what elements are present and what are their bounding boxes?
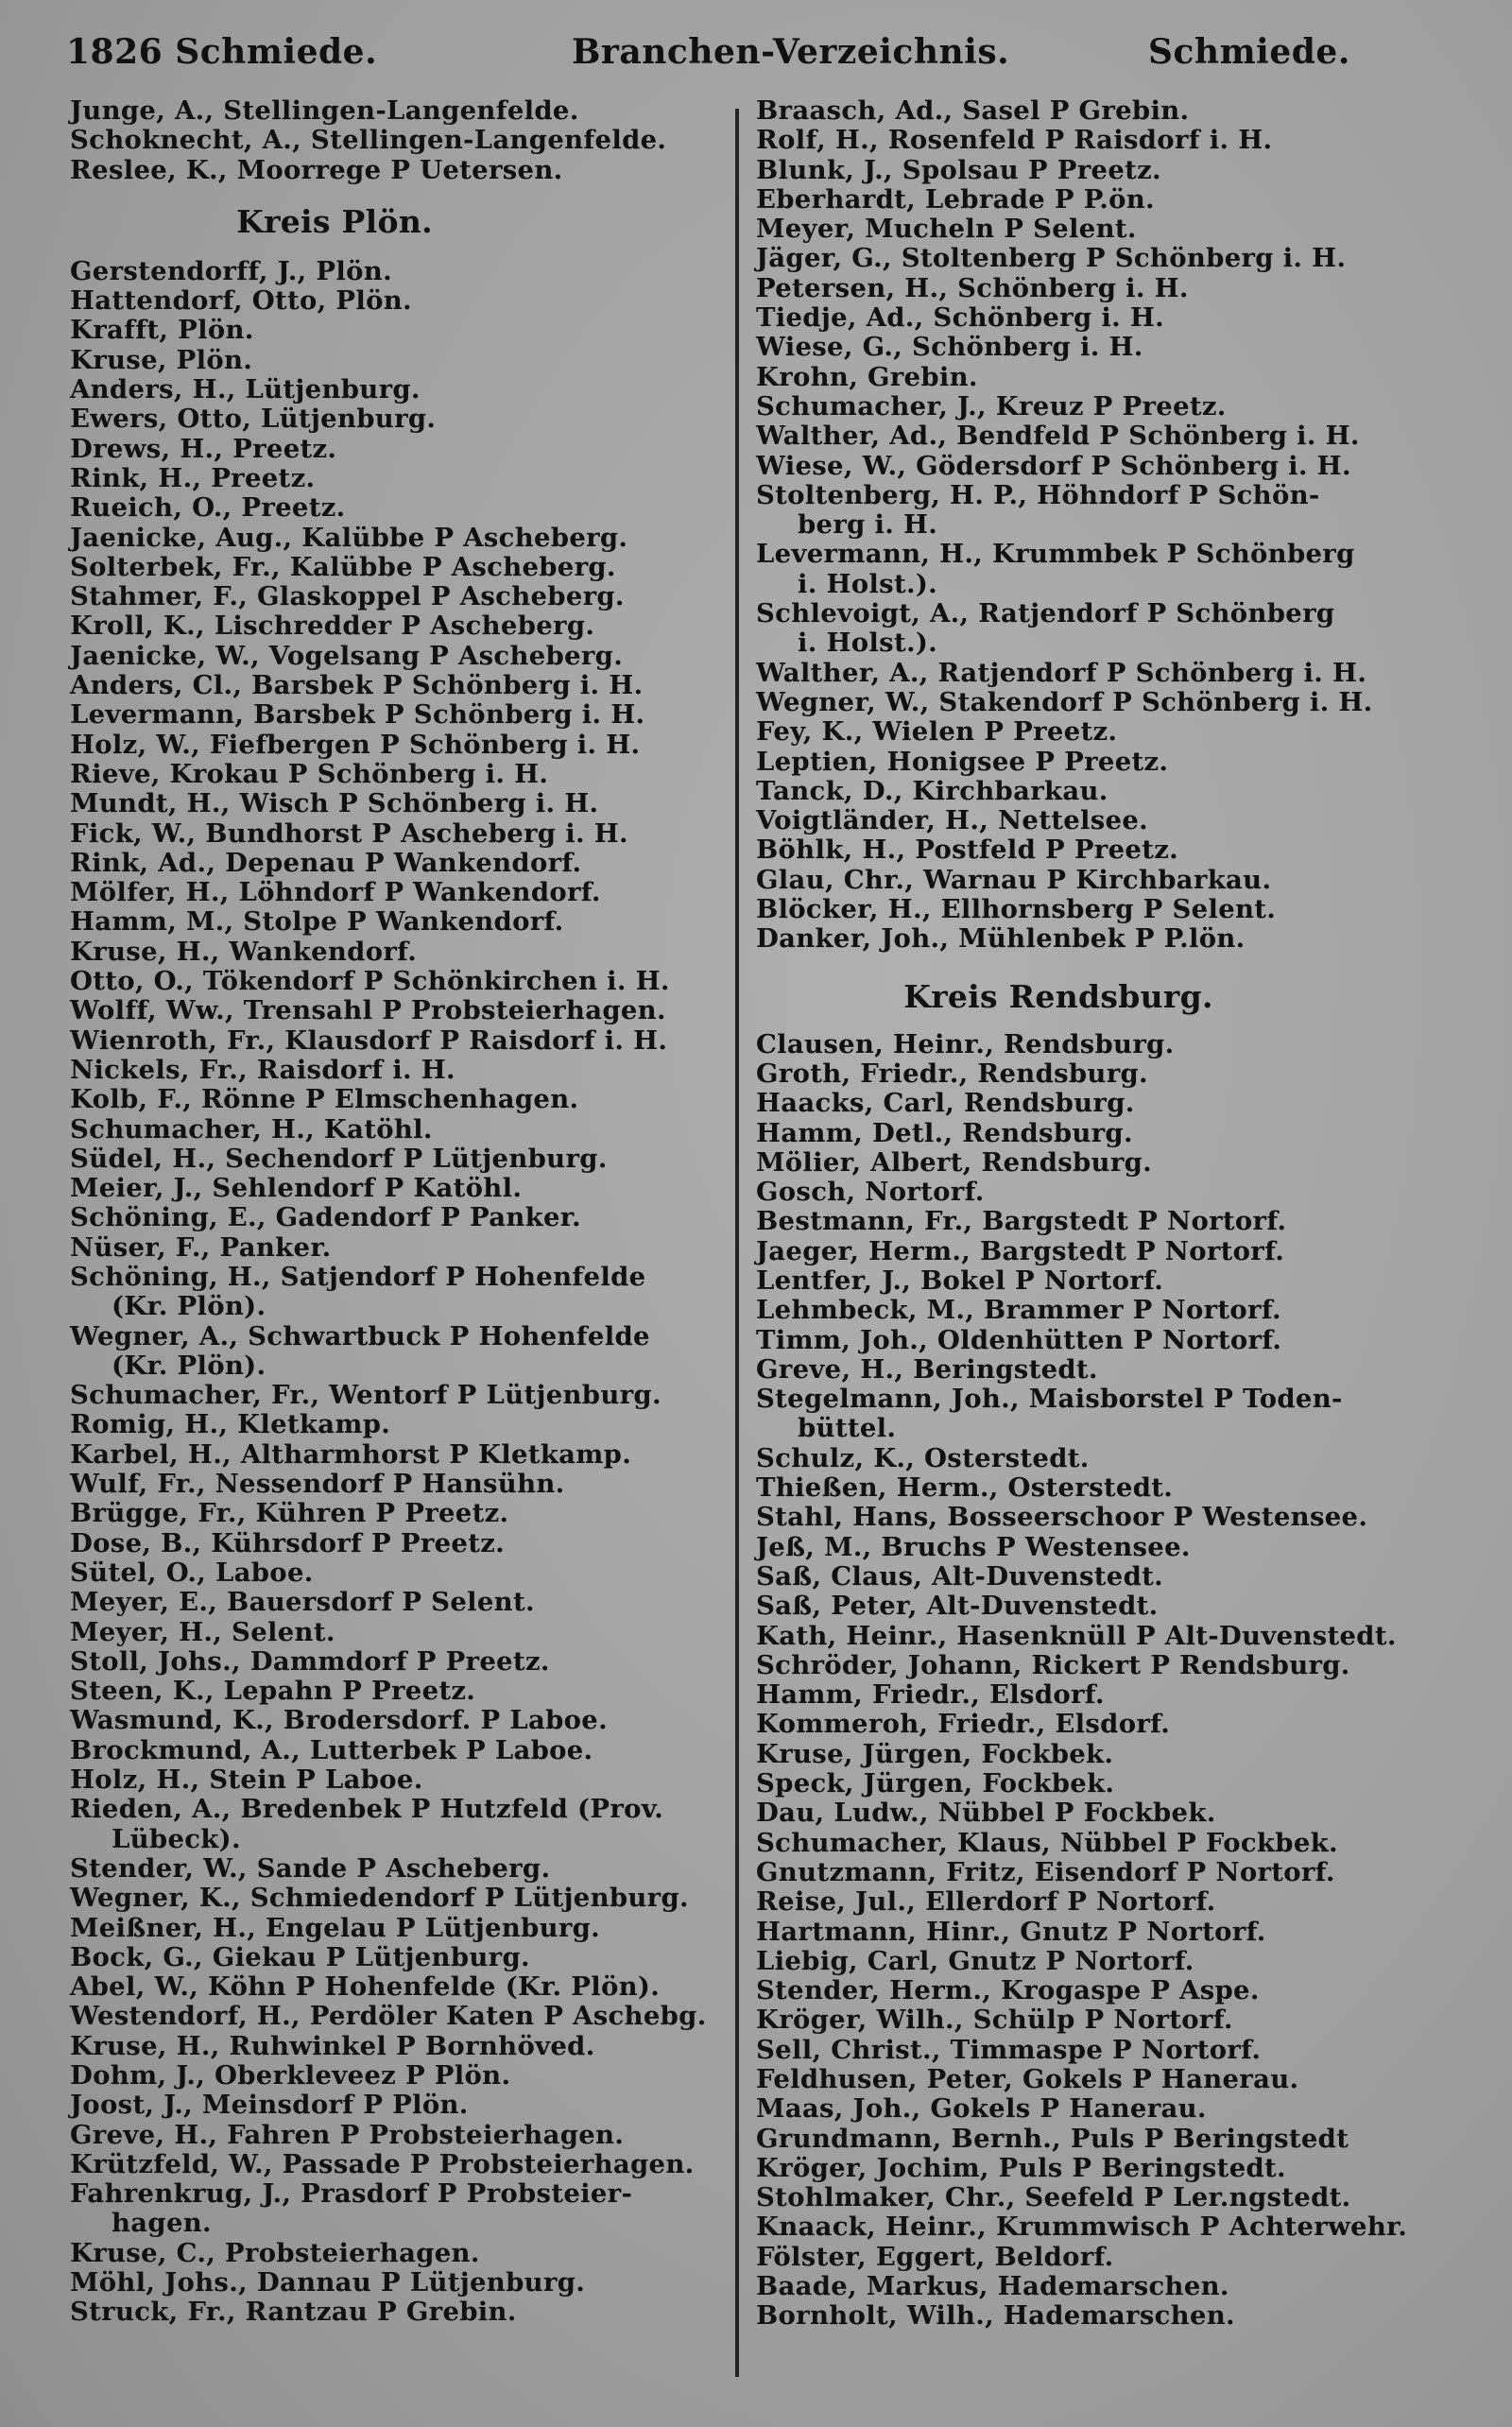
listing-entry: Schröder, Johann, Rickert P Rendsburg.: [756, 1649, 1350, 1680]
listing-entry: Romig, H., Kletkamp.: [70, 1409, 391, 1440]
listing-entry: Wiese, G., Schönberg i. H.: [756, 332, 1143, 363]
district-heading: Kreis Rendsburg.: [903, 977, 1213, 1015]
listing-entry: Sütel, O., Laboe.: [70, 1557, 314, 1588]
listing-entry: Haacks, Carl, Rendsburg.: [756, 1088, 1135, 1119]
listing-entry: Schlevoigt, A., Ratjendorf P Schönberg: [756, 598, 1335, 629]
listing-entry: Blunk, J., Spolsau P Preetz.: [756, 154, 1161, 185]
listing-entry: Eberhardt, Lebrade P P.ön.: [756, 183, 1155, 215]
listing-entry: Rieve, Krokau P Schönberg i. H.: [70, 758, 549, 789]
listing-entry: Anders, H., Lütjenburg.: [70, 374, 421, 405]
listing-entry: Feldhusen, Peter, Gokels P Hanerau.: [756, 2064, 1299, 2094]
right-column: [756, 96, 1418, 2332]
listing-entry: Drews, H., Preetz.: [70, 433, 337, 464]
listing-entry: Stahmer, F., Glaskoppel P Ascheberg.: [70, 581, 625, 612]
listing-entry: Krohn, Grebin.: [756, 361, 978, 392]
listing-continuation: (Kr. Plön).: [112, 1291, 266, 1322]
listing-entry: Mundt, H., Wisch P Schönberg i. H.: [70, 788, 599, 819]
listing-continuation: (Kr. Plön).: [112, 1350, 266, 1381]
listing-entry: Schöning, H., Satjendorf P Hohenfelde: [70, 1261, 646, 1292]
listing-entry: Wegner, K., Schmiedendorf P Lütjenburg.: [70, 1883, 689, 1914]
listing-entry: Mölier, Albert, Rendsburg.: [756, 1146, 1153, 1178]
listing-entry: Rueich, O., Preetz.: [70, 492, 346, 524]
listing-entry: Brügge, Fr., Kühren P Preetz.: [70, 1498, 509, 1529]
listing-continuation: hagen.: [112, 2208, 212, 2239]
listing-entry: Meyer, H., Selent.: [70, 1616, 335, 1647]
listing-entry: Kruse, H., Ruhwinkel P Bornhöved.: [70, 2030, 595, 2061]
listing-entry: Abel, W., Köhn P Hohenfelde (Kr. Plön).: [70, 1971, 661, 2003]
listing-entry: Petersen, H., Schönberg i. H.: [756, 272, 1189, 303]
listing-entry: Wasmund, K., Brodersdorf. P Laboe.: [70, 1705, 608, 1736]
listing-entry: Gerstendorff, J., Plön.: [70, 255, 392, 286]
listing-entry: Südel, H., Sechendorf P Lütjenburg.: [70, 1143, 608, 1174]
listing-continuation: büttel.: [798, 1413, 897, 1444]
listing-entry: Maas, Joh., Gokels P Hanerau.: [756, 2093, 1207, 2125]
listing-entry: Jaenicke, W., Vogelsang P Ascheberg.: [70, 640, 624, 671]
listing-entry: Groth, Friedr., Rendsburg.: [756, 1058, 1148, 1089]
listing-entry: Struck, Fr., Rantzau P Grebin.: [70, 2297, 517, 2328]
listing-entry: Schumacher, J., Kreuz P Preetz.: [756, 390, 1227, 422]
listing-entry: Junge, A., Stellingen-Langenfelde.: [70, 95, 579, 126]
listing-entry: Westendorf, H., Perdöler Katen P Aschebg.: [70, 2001, 707, 2032]
listing-entry: Danker, Joh., Mühlenbek P P.lön.: [756, 923, 1246, 955]
listing-entry: Holz, H., Stein P Laboe.: [70, 1764, 423, 1796]
listing-entry: Meyer, E., Bauersdorf P Selent.: [70, 1587, 535, 1618]
listing-entry: Kath, Heinr., Hasenknüll P Alt-Duvenstedt.: [756, 1620, 1397, 1651]
listing-entry: Karbel, H., Altharmhorst P Kletkamp.: [70, 1438, 632, 1470]
listing-entry: Nickels, Fr., Raisdorf i. H.: [70, 1054, 455, 1085]
listing-entry: Hamm, Friedr., Elsdorf.: [756, 1679, 1105, 1711]
listing-entry: Hamm, Detl., Rendsburg.: [756, 1117, 1133, 1148]
district-heading: Kreis Plön.: [236, 202, 433, 240]
listing-entry: Bock, G., Giekau P Lütjenburg.: [70, 1941, 530, 1972]
listing-entry: Rolf, H., Rosenfeld P Raisdorf i. H.: [756, 125, 1273, 156]
listing-entry: Hattendorf, Otto, Plön.: [70, 285, 412, 317]
listing-entry: Dohm, J., Oberkleveez P Plön.: [70, 2060, 511, 2091]
listing-entry: Holz, W., Fiefbergen P Schönberg i. H.: [70, 729, 641, 760]
listing-entry: Voigtländer, H., Nettelsee.: [756, 805, 1148, 836]
left-column: [70, 96, 731, 2328]
running-section-title: Schmiede.: [1148, 32, 1350, 72]
listing-entry: Fahrenkrug, J., Prasdorf P Probsteier-: [70, 2178, 633, 2210]
listing-entry: Stegelmann, Joh., Maisborstel P Toden-: [756, 1384, 1343, 1415]
listing-entry: Meyer, Mucheln P Selent.: [756, 214, 1137, 245]
listing-entry: Knaack, Heinr., Krummwisch P Achterwehr.: [756, 2212, 1408, 2243]
listing-entry: Glau, Chr., Warnau P Kirchbarkau.: [756, 864, 1272, 895]
listing-entry: Schöning, E., Gadendorf P Panker.: [70, 1202, 581, 1233]
listing-entry: Schumacher, H., Katöhl.: [70, 1113, 433, 1145]
listing-entry: Fölster, Eggert, Beldorf.: [756, 2241, 1114, 2272]
listing-entry: Jäger, G., Stoltenberg P Schönberg i. H.: [756, 243, 1347, 274]
listing-entry: Böhlk, H., Postfeld P Preetz.: [756, 835, 1178, 866]
page-number-and-section: 1826 Schmiede.: [66, 32, 378, 72]
listing-entry: Wolff, Ww., Trensahl P Probsteierhagen.: [70, 995, 666, 1026]
listing-entry: Jeß, M., Bruchs P Westensee.: [756, 1531, 1191, 1562]
listing-entry: Kruse, H., Wankendorf.: [70, 936, 418, 967]
column-divider: [735, 109, 739, 2377]
listing-entry: Schulz, K., Osterstedt.: [756, 1442, 1090, 1473]
listing-entry: Levermann, Barsbek P Schönberg i. H.: [70, 699, 645, 731]
listing-entry: Jaenicke, Aug., Kalübbe P Ascheberg.: [70, 522, 628, 553]
listing-entry: Saß, Peter, Alt-Duvenstedt.: [756, 1591, 1159, 1622]
listing-entry: Greve, H., Fahren P Probsteierhagen.: [70, 2119, 625, 2150]
listing-entry: Dau, Ludw., Nübbel P Fockbek.: [756, 1798, 1216, 1829]
listing-entry: Levermann, H., Krummbek P Schönberg: [756, 539, 1355, 570]
listing-entry: Saß, Claus, Alt-Duvenstedt.: [756, 1560, 1163, 1592]
listing-entry: Walther, Ad., Bendfeld P Schönberg i. H.: [756, 421, 1360, 452]
listing-entry: Rink, H., Preetz.: [70, 462, 316, 493]
listing-entry: Greve, H., Beringstedt.: [756, 1353, 1098, 1385]
listing-entry: Leptien, Honigsee P Preetz.: [756, 746, 1169, 777]
listing-entry: Stohlmaker, Chr., Seefeld P Ler.ngstedt.: [756, 2182, 1351, 2213]
listing-entry: Reslee, K., Moorrege P Uetersen.: [70, 154, 563, 185]
listing-entry: Gnutzmann, Fritz, Eisendorf P Nortorf.: [756, 1856, 1335, 1887]
listing-entry: Bornholt, Wilh., Hademarschen.: [756, 2300, 1235, 2332]
listing-entry: Joost, J., Meinsdorf P Plön.: [70, 2090, 469, 2121]
listing-entry: Speck, Jürgen, Fockbek.: [756, 1768, 1115, 1799]
listing-entry: Clausen, Heinr., Rendsburg.: [756, 1028, 1175, 1059]
listing-entry: Stoll, Johs., Dammdorf P Preetz.: [70, 1645, 550, 1677]
listing-entry: Krützfeld, W., Passade P Probsteierhagen.: [70, 2148, 695, 2179]
listing-entry: Walther, A., Ratjendorf P Schönberg i. H.: [756, 657, 1367, 688]
page-header: [66, 32, 1350, 79]
listing-entry: Wienroth, Fr., Klausdorf P Raisdorf i. H.: [70, 1024, 668, 1056]
listing-entry: Stender, W., Sande P Ascheberg.: [70, 1852, 551, 1884]
listing-entry: Liebig, Carl, Gnutz P Nortorf.: [756, 1945, 1194, 1976]
listing-entry: Brockmund, A., Lutterbek P Laboe.: [70, 1734, 593, 1765]
listing-entry: Meißner, H., Engelau P Lütjenburg.: [70, 1912, 601, 1943]
listing-entry: Kröger, Wilh., Schülp P Nortorf.: [756, 2005, 1233, 2036]
listing-entry: Gosch, Nortorf.: [756, 1177, 985, 1208]
listing-entry: Kroll, K., Lischredder P Ascheberg.: [70, 611, 595, 642]
listing-entry: Stoltenberg, H. P., Höhndorf P Schön-: [756, 479, 1320, 510]
listing-continuation: i. Holst.).: [798, 628, 938, 659]
listing-entry: Reise, Jul., Ellerdorf P Nortorf.: [756, 1886, 1216, 1918]
listing-entry: Wegner, W., Stakendorf P Schönberg i. H.: [756, 686, 1373, 717]
listing-entry: Kruse, Jürgen, Fockbek.: [756, 1738, 1114, 1769]
listing-entry: Ewers, Otto, Lütjenburg.: [70, 404, 437, 435]
listing-entry: Kommeroh, Friedr., Elsdorf.: [756, 1709, 1171, 1740]
listing-entry: Otto, O., Tökendorf P Schönkirchen i. H.: [70, 966, 670, 997]
listing-entry: Tanck, D., Kirchbarkau.: [756, 775, 1108, 806]
listing-entry: Bestmann, Fr., Bargstedt P Nortorf.: [756, 1206, 1287, 1237]
listing-entry: Wiese, W., Gödersdorf P Schönberg i. H.: [756, 450, 1351, 481]
listing-entry: Solterbek, Fr., Kalübbe P Ascheberg.: [70, 551, 616, 582]
listing-entry: Stahl, Hans, Bosseerschoor P Westensee.: [756, 1502, 1368, 1533]
listing-entry: Fey, K., Wielen P Preetz.: [756, 716, 1118, 748]
listing-entry: Kröger, Jochim, Puls P Beringstedt.: [756, 2152, 1286, 2183]
listing-entry: Dose, B., Kührsdorf P Preetz.: [70, 1527, 506, 1558]
listing-entry: Hamm, M., Stolpe P Wankendorf.: [70, 906, 564, 938]
listing-entry: Baade, Markus, Hademarschen.: [756, 2271, 1229, 2302]
listing-entry: Fick, W., Bundhorst P Ascheberg i. H.: [70, 818, 628, 849]
listing-entry: Tiedje, Ad., Schönberg i. H.: [756, 302, 1165, 334]
listing-entry: Kruse, C., Probsteierhagen.: [70, 2237, 480, 2268]
listing-entry: Anders, Cl., Barsbek P Schönberg i. H.: [70, 670, 644, 701]
listing-entry: Möhl, Johs., Dannau P Lütjenburg.: [70, 2267, 586, 2298]
listing-entry: Hartmann, Hinr., Gnutz P Nortorf.: [756, 1916, 1266, 1947]
listing-continuation: i. Holst.).: [798, 568, 938, 599]
listing-entry: Wegner, A., Schwartbuck P Hohenfelde: [70, 1320, 650, 1351]
listing-entry: Rieden, A., Bredenbek P Hutzfeld (Prov.: [70, 1794, 664, 1825]
listing-entry: Lentfer, J., Bokel P Nortorf.: [756, 1265, 1164, 1296]
listing-entry: Schoknecht, A., Stellingen-Langenfelde.: [70, 125, 667, 156]
listing-entry: Kruse, Plön.: [70, 344, 253, 375]
listing-entry: Grundmann, Bernh., Puls P Beringstedt: [756, 2123, 1349, 2154]
listing-entry: Blöcker, H., Ellhornsberg P Selent.: [756, 894, 1277, 925]
listing-entry: Mölfer, H., Löhndorf P Wankendorf.: [70, 877, 601, 908]
listing-entry: Schumacher, Fr., Wentorf P Lütjenburg.: [70, 1380, 662, 1411]
listing-entry: Meier, J., Sehlendorf P Katöhl.: [70, 1173, 523, 1204]
listing-continuation: berg i. H.: [798, 509, 938, 541]
listing-entry: Kolb, F., Rönne P Elmschenhagen.: [70, 1084, 579, 1115]
listing-entry: Nüser, F., Panker.: [70, 1231, 332, 1263]
listing-entry: Timm, Joh., Oldenhütten P Nortorf.: [756, 1324, 1282, 1355]
listing-entry: Thießen, Herm., Osterstedt.: [756, 1472, 1174, 1504]
directory-title: Branchen-Verzeichnis.: [572, 32, 1010, 72]
listing-entry: Rink, Ad., Depenau P Wankendorf.: [70, 847, 582, 878]
listing-entry: Jaeger, Herm., Bargstedt P Nortorf.: [756, 1235, 1285, 1266]
listing-entry: Lehmbeck, M., Brammer P Nortorf.: [756, 1295, 1281, 1326]
listing-entry: Schumacher, Klaus, Nübbel P Fockbek.: [756, 1827, 1338, 1858]
listing-entry: Braasch, Ad., Sasel P Grebin.: [756, 95, 1190, 126]
listing-continuation: Lübeck).: [112, 1823, 241, 1854]
listing-entry: Stender, Herm., Krogaspe P Aspe.: [756, 1975, 1260, 2006]
listing-entry: Sell, Christ., Timmaspe P Nortorf.: [756, 2034, 1262, 2065]
listing-entry: Wulf, Fr., Nessendorf P Hansühn.: [70, 1469, 565, 1500]
listing-entry: Krafft, Plön.: [70, 315, 254, 346]
listing-entry: Steen, K., Lepahn P Preetz.: [70, 1676, 476, 1707]
